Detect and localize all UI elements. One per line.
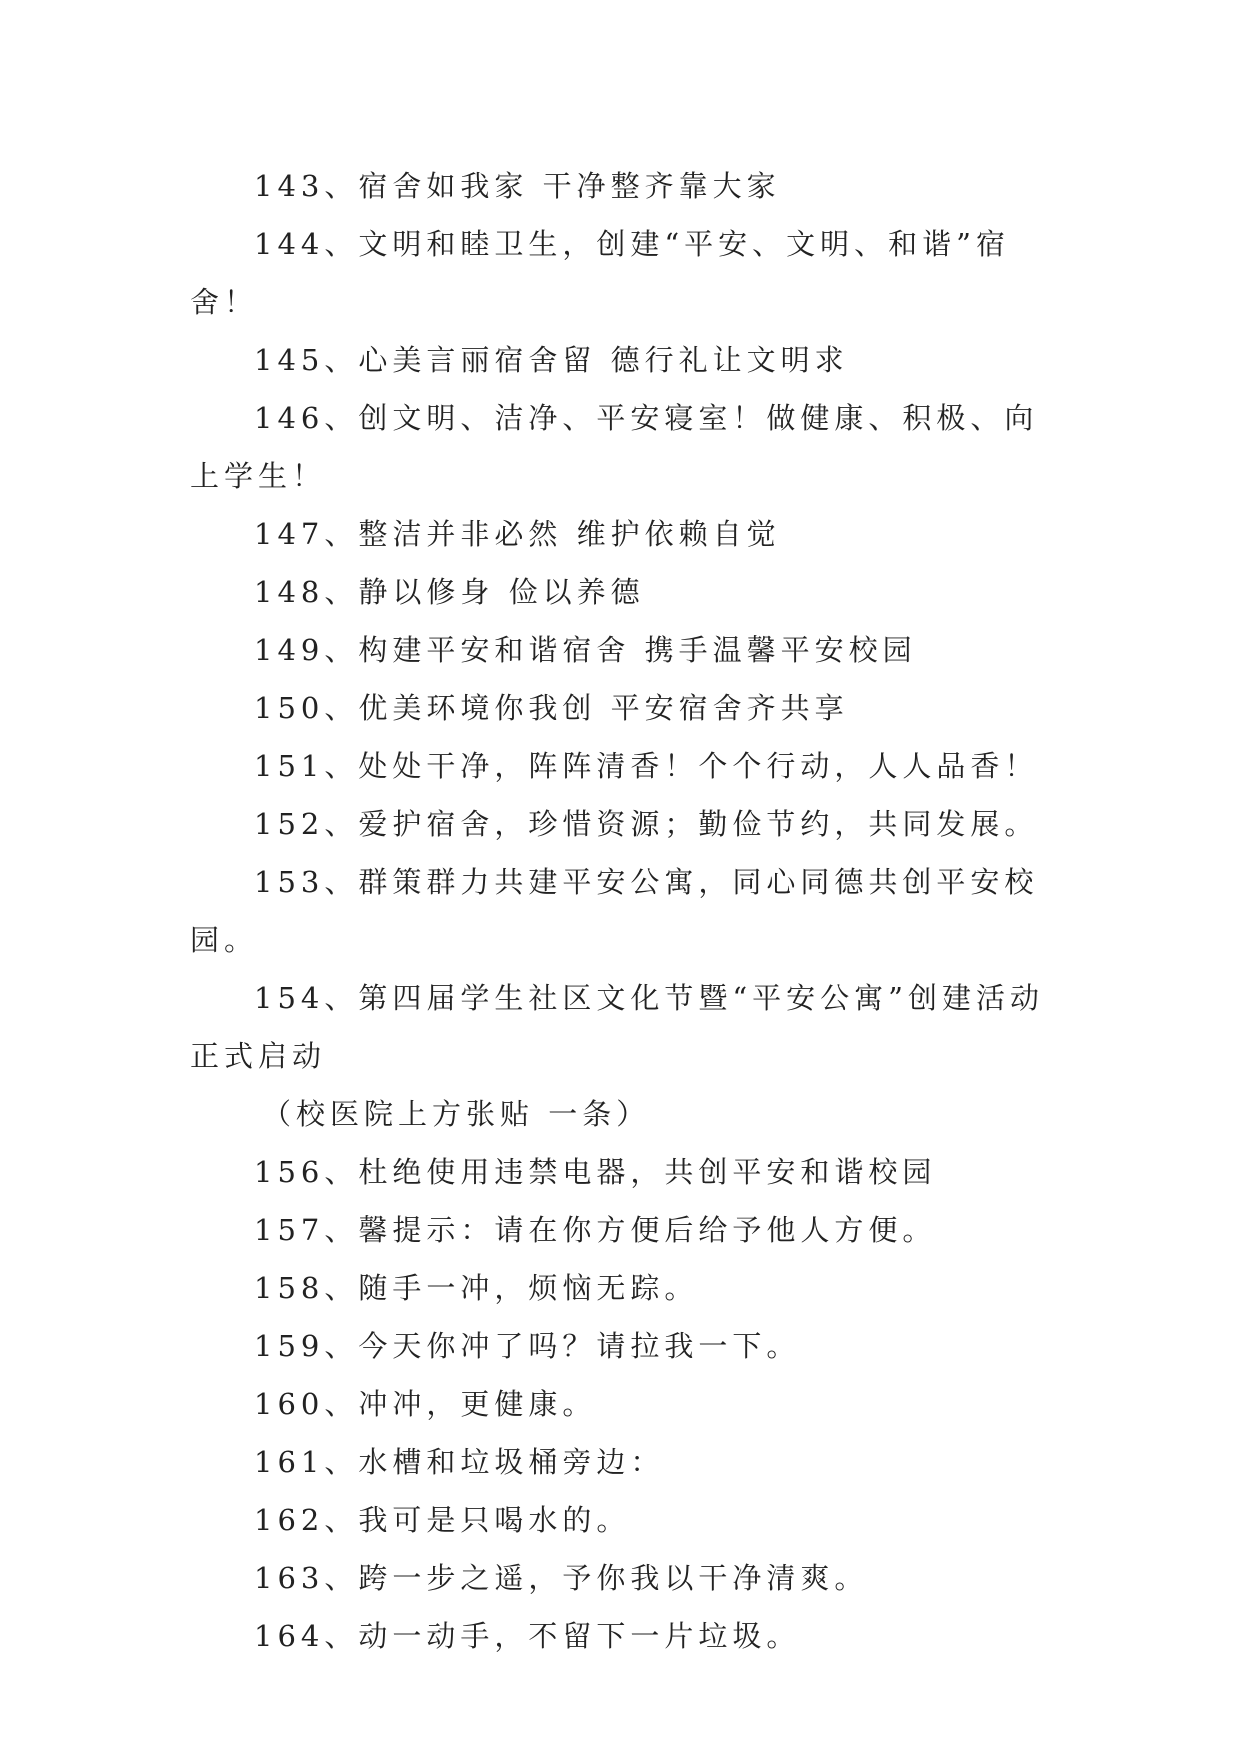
slogan-149: 149、构建平安和谐宿舍 携手温馨平安校园 xyxy=(254,633,917,667)
slogan-143: 143、宿舍如我家 干净整齐靠大家 xyxy=(254,169,781,203)
slogan-151: 151、处处干净，阵阵清香！个个行动，人人品香！ xyxy=(254,749,1039,783)
placement-note: （校医院上方张贴 一条） xyxy=(262,1097,651,1131)
slogan-150: 150、优美环境你我创 平安宿舍齐共享 xyxy=(254,691,849,725)
slogan-160: 160、冲冲，更健康。 xyxy=(254,1387,597,1421)
slogan-152: 152、爱护宿舍，珍惜资源；勤俭节约，共同发展。 xyxy=(254,807,1039,841)
document-body xyxy=(190,157,1070,1665)
slogan-144: 144、文明和睦卫生，创建“平安、文明、和谐”宿舍！ xyxy=(190,227,1011,319)
slogan-163: 163、跨一步之遥，予你我以干净清爽。 xyxy=(254,1561,869,1595)
slogan-147: 147、整洁并非必然 维护依赖自觉 xyxy=(254,517,781,551)
slogan-161: 161、水槽和垃圾桶旁边： xyxy=(254,1445,665,1479)
slogan-145: 145、心美言丽宿舍留 德行礼让文明求 xyxy=(254,343,849,377)
slogan-157: 157、馨提示：请在你方便后给予他人方便。 xyxy=(254,1213,937,1247)
slogan-159: 159、今天你冲了吗？请拉我一下。 xyxy=(254,1329,801,1363)
slogan-156: 156、杜绝使用违禁电器，共创平安和谐校园 xyxy=(254,1155,937,1189)
slogan-154: 154、第四届学生社区文化节暨“平安公寓”创建活动正式启动 xyxy=(190,981,1045,1073)
slogan-164: 164、动一动手，不留下一片垃圾。 xyxy=(254,1619,801,1653)
slogan-148: 148、静以修身 俭以养德 xyxy=(254,575,645,609)
slogan-146: 146、创文明、洁净、平安寝室！做健康、积极、向上学生！ xyxy=(190,401,1039,493)
slogan-158: 158、随手一冲，烦恼无踪。 xyxy=(254,1271,699,1305)
slogan-153: 153、群策群力共建平安公寓，同心同德共创平安校园。 xyxy=(190,865,1039,957)
slogan-162: 162、我可是只喝水的。 xyxy=(254,1503,631,1537)
